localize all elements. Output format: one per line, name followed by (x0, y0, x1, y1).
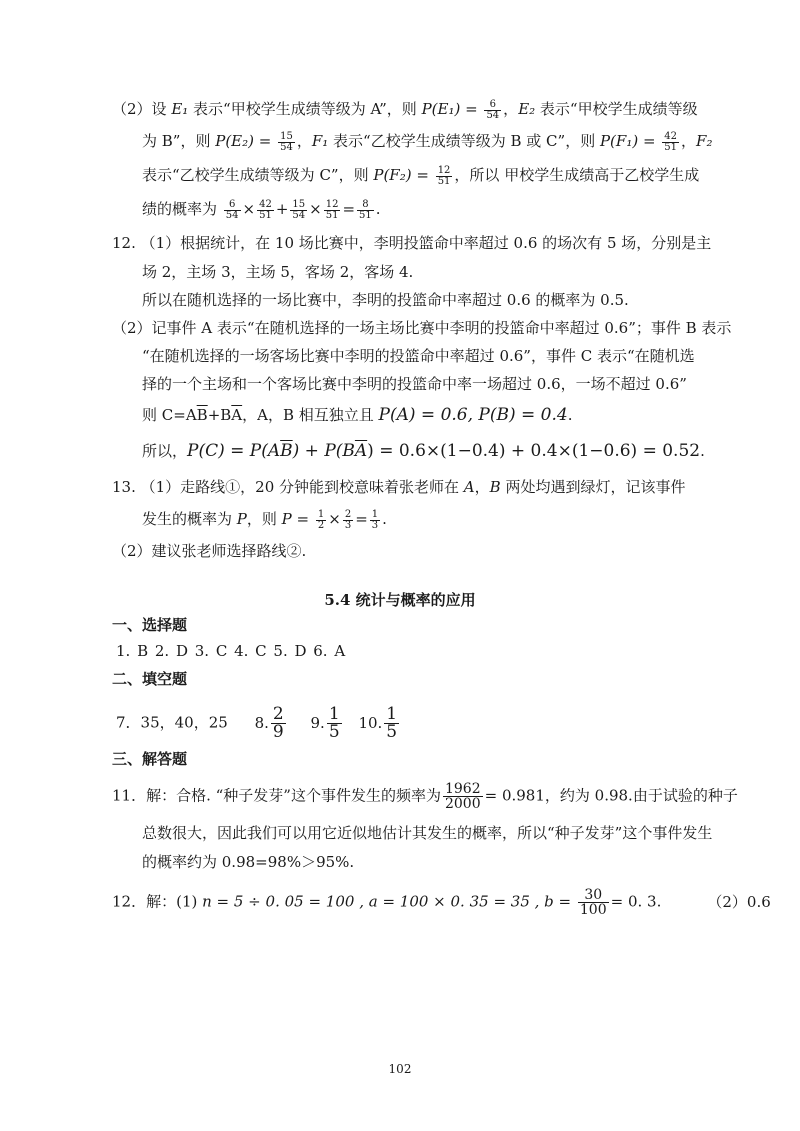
fill-answers: 7．35，40，25 8. $\frac{2}{9}$ 9. $\frac{1}{5}$ 10. $\frac{1}{5}$ (116, 704, 398, 742)
q12-line-1: 12. （1）根据统计，在 10 场比赛中，李明投篮命中率超过 0.6 的场次有 5 场，分别是主 (112, 234, 712, 252)
q12-line-3: 所以在随机选择的一场比赛中，李明的投篮命中率超过 0.6 的概率为 0.5. (142, 291, 629, 309)
fraction: $\frac{1962}{2000}$ (444, 781, 481, 812)
q2-line-3: 表示“乙校学生成绩等级为 C”，则 P(F₂) = $\frac{12}{51}$ ，所以 甲校学生成绩高于乙校学生成 (142, 164, 700, 187)
fraction: $\frac{15}{54}$ (280, 130, 293, 153)
q12-line-6: 择的一个主场和一个客场比赛中李明的投篮命中率一场超过 0.6，一场不超过 0.6” (142, 375, 687, 393)
q2-line-4: 绩的概率为 $\frac{6}{54}$ × $\frac{42}{51}$ + $\frac{15}{54}$ × $\frac{12}{51}$ = $\frac{8}{51}$ . (142, 198, 381, 221)
fraction: $\frac{12}{51}$ (325, 198, 339, 221)
fraction: $\frac{8}{51}$ (359, 198, 372, 221)
fraction: $\frac{2}{9}$ (272, 704, 284, 742)
fraction: $\frac{6}{54}$ (225, 198, 239, 221)
fraction: $\frac{1}{5}$ (386, 704, 398, 742)
q11-line-3: 的概率约为 0.98=98%＞95%. (142, 853, 355, 871)
heading-choice: 一、选择题 (112, 616, 188, 634)
section-title: 5.4 统计与概率的应用 (324, 591, 476, 609)
choice-answers: 1. B 2. D 3. C 4. C 5. D 6. A (116, 642, 346, 660)
q12-line-8: 所以，$P(C) = P(A\overline{B}) + P(B\overline{A}) = 0.6\times(1-0.4) + 0.4\times(1-0.6) = 0.52$. (142, 441, 705, 461)
fraction: $\frac{12}{51}$ (437, 164, 451, 187)
heading-solve: 三、解答题 (112, 750, 188, 768)
q13-line-3: （2）建议张老师选择路线②. (112, 542, 307, 560)
q12b-line: 12．解：(1) n = 5 ÷ 0. 05 = 100 , a = 100 × 0. 35 = 35 , b = $\frac{30}{100}$ = 0. 3. （2）0.6 (112, 887, 771, 918)
q13-line-1: 13. （1）走路线①，20 分钟能到校意味着张老师在 A，B 两处均遇到绿灯，记该事件 (112, 478, 686, 496)
heading-fill: 二、填空题 (112, 670, 188, 688)
q12-line-5: “在随机选择的一场客场比赛中李明的投篮命中率超过 0.6”，事件 C 表示“在随机选 (142, 347, 695, 365)
fraction: $\frac{1}{2}$ (317, 508, 325, 531)
fraction: $\frac{42}{51}$ (259, 198, 272, 221)
fraction: $\frac{30}{100}$ (579, 887, 607, 918)
q2-line-2: 为 B”，则 P(E₂) = $\frac{15}{54}$ ，F₁ 表示“乙校学生成绩等级为 B 或 C”，则 P(F₁) = $\frac{42}{51}$ ，F₂ (142, 130, 713, 153)
fraction: $\frac{42}{51}$ (664, 130, 678, 153)
page-number: 102 (388, 1062, 412, 1076)
fraction: $\frac{15}{54}$ (292, 198, 306, 221)
fraction: $\frac{2}{3}$ (344, 508, 352, 531)
q12-line-7: 则 $C=A\overline{B}+B\overline{A}$，A，B 相互独立且 P(A) = 0.6, P(B) = 0.4. (142, 405, 573, 425)
q13-line-2: 发生的概率为 P，则 P = $\frac{1}{2}$ × $\frac{2}{3}$ = $\frac{1}{3}$ . (142, 508, 387, 531)
q12-line-4: （2）记事件 A 表示“在随机选择的一场主场比赛中李明的投篮命中率超过 0.6”；事件 B 表示 (112, 319, 732, 337)
q12-line-2: 场 2，主场 3，主场 5，客场 2，客场 4. (142, 263, 414, 281)
q11-line-2: 总数很大，因此我们可以用它近似地估计其发生的概率，所以“种子发芽”这个事件发生 (142, 824, 713, 842)
fraction: $\frac{6}{54}$ (486, 98, 500, 121)
fraction: $\frac{1}{5}$ (328, 704, 340, 742)
q2-line-1: （2）设 E₁ 表示“甲校学生成绩等级为 A”，则 P(E₁) = $\frac{6}{54}$ ，E₂ 表示“甲校学生成绩等级 (112, 98, 698, 121)
fraction: $\frac{1}{3}$ (371, 508, 379, 531)
q11-line-1: 11．解：合格. “种子发芽”这个事件发生的频率为 $\frac{1962}{2000}$ = 0.981，约为 0.98.由于试验的种子 (112, 781, 738, 812)
